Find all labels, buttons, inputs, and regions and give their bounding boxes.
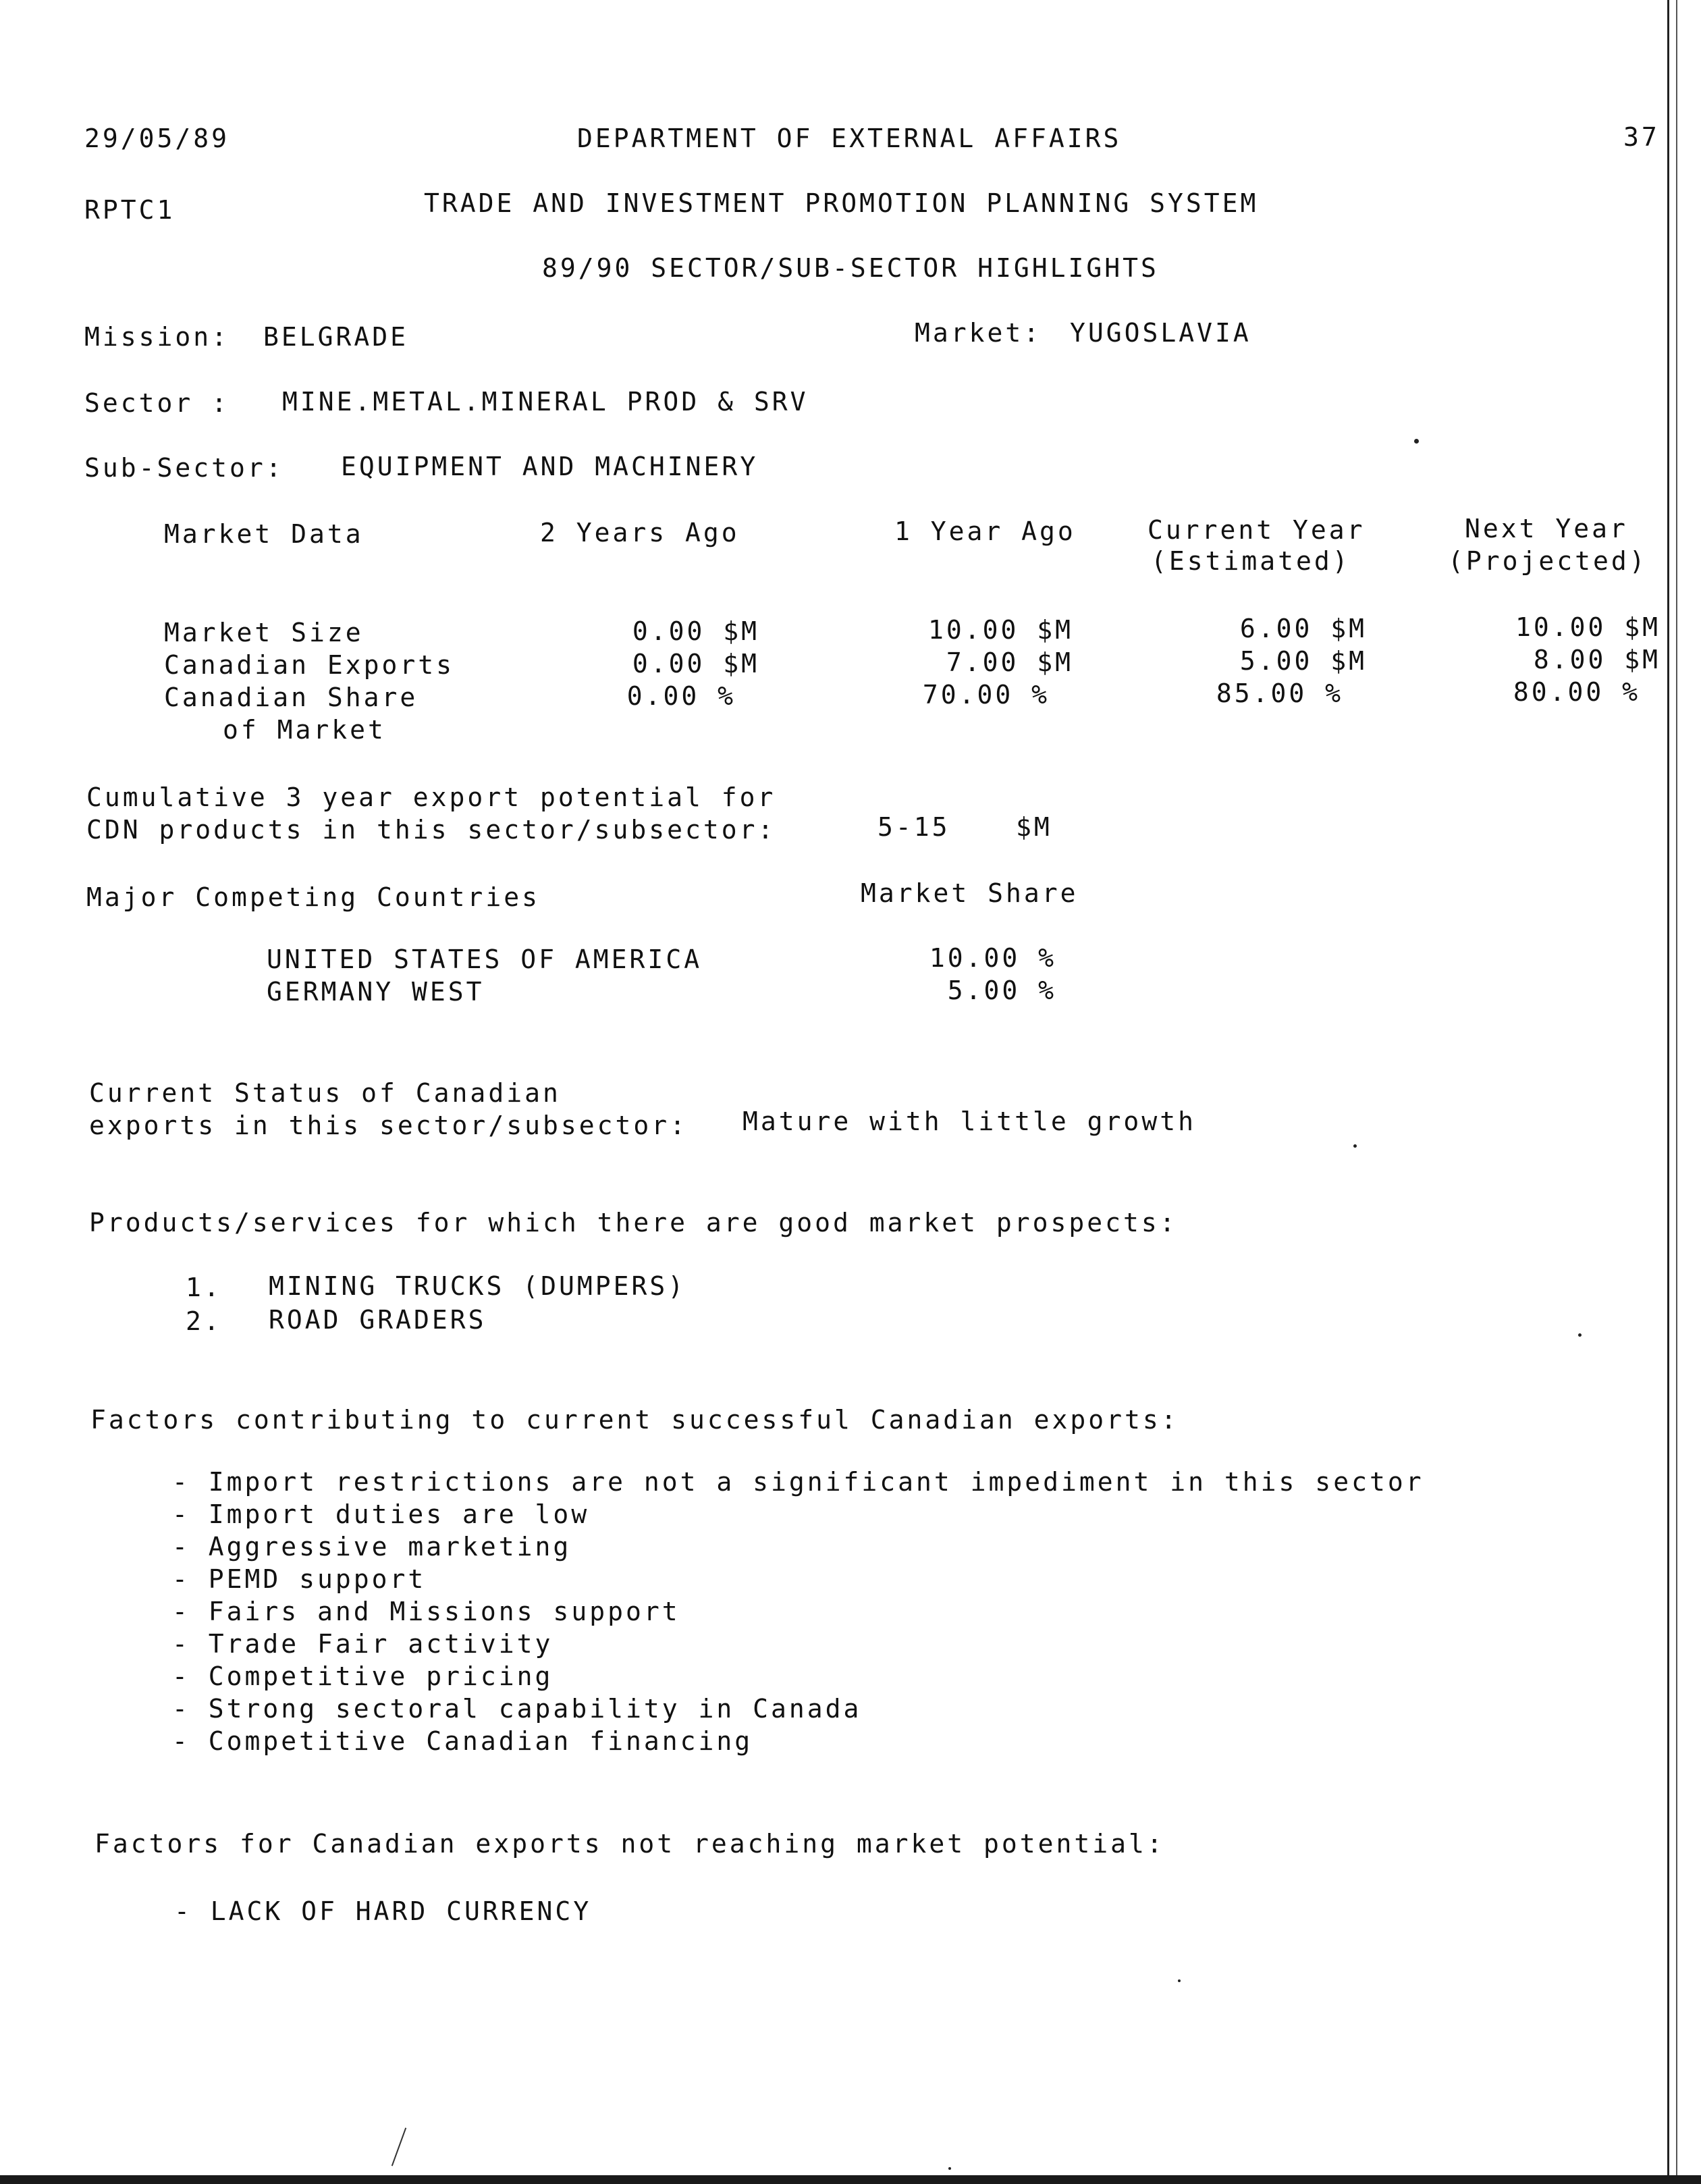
col-header-current-year: Current Year — [1148, 515, 1366, 545]
mission-label: Mission: — [84, 322, 230, 352]
prospect-num-1: 1. — [186, 1273, 222, 1302]
scan-speck — [1353, 1144, 1357, 1148]
status-line-2: exports in this sector/subsector: — [89, 1111, 688, 1140]
barrier-factors-heading: Factors for Canadian exports not reaching market potential: — [94, 1829, 1165, 1859]
cell-exports-cy: 5.00 $M — [1239, 646, 1367, 676]
sector-label: Sector : — [84, 388, 230, 418]
mission-value: BELGRADE — [263, 322, 409, 352]
success-factor-item: - Aggressive marketing — [172, 1532, 572, 1562]
prospect-item-2: ROAD GRADERS — [269, 1305, 487, 1335]
market-label: Market: — [915, 318, 1042, 348]
competitor-share-1: 10.00 % — [929, 943, 1056, 973]
cell-share-2y: 0.00 % — [626, 681, 736, 711]
cell-share-ny: 80.00 % — [1513, 677, 1640, 707]
row-label-canadian-share: Canadian Share — [164, 683, 418, 712]
department-name: DEPARTMENT OF EXTERNAL AFFAIRS — [577, 124, 1122, 153]
scan-scratch — [392, 2127, 406, 2166]
prospect-num-2: 2. — [186, 1306, 222, 1336]
success-factor-item: - Competitive pricing — [172, 1661, 554, 1691]
cell-share-cy: 85.00 % — [1216, 678, 1343, 708]
scan-speck — [1578, 1333, 1582, 1337]
status-line-1: Current Status of Canadian — [89, 1078, 561, 1108]
cell-exports-2y: 0.00 $M — [632, 649, 759, 678]
market-share-heading: Market Share — [861, 878, 1079, 908]
competitors-heading: Major Competing Countries — [86, 882, 540, 912]
cell-market-size-1y: 10.00 $M — [927, 615, 1073, 645]
success-factor-item: - Trade Fair activity — [172, 1629, 554, 1659]
scan-speck — [1178, 1979, 1181, 1982]
col-header-1-year-ago: 1 Year Ago — [894, 516, 1076, 546]
success-factor-item: - PEMD support — [172, 1564, 427, 1594]
subsector-label: Sub-Sector: — [84, 453, 284, 483]
report-subtitle: 89/90 SECTOR/SUB-SECTOR HIGHLIGHTS — [542, 253, 1159, 283]
col-header-next-year: Next Year — [1465, 514, 1628, 543]
report-date: 29/05/89 — [84, 124, 230, 153]
cell-share-1y: 70.00 % — [922, 680, 1050, 710]
status-value: Mature with little growth — [742, 1107, 1196, 1136]
prospect-item-1: MINING TRUCKS (DUMPERS) — [269, 1271, 686, 1301]
cell-market-size-cy: 6.00 $M — [1239, 614, 1367, 643]
page-edge-right — [1667, 0, 1677, 2184]
cell-market-size-ny: 10.00 $M — [1515, 612, 1660, 642]
competitor-country-1: UNITED STATES OF AMERICA — [267, 944, 703, 974]
row-label-market-size: Market Size — [164, 618, 364, 647]
success-factor-item: - Fairs and Missions support — [172, 1597, 680, 1626]
sector-value: MINE.METAL.MINERAL PROD & SRV — [282, 387, 809, 417]
success-factor-item: - Import restrictions are not a significant impediment in this sector — [172, 1467, 1424, 1497]
report-code: RPTC1 — [84, 195, 176, 225]
cumulative-value: 5-15 — [878, 812, 950, 842]
cell-market-size-2y: 0.00 $M — [632, 616, 759, 646]
cumulative-unit: $M — [1016, 812, 1052, 842]
col-header-market-data: Market Data — [164, 519, 364, 549]
success-factor-item: - Import duties are low — [172, 1499, 590, 1529]
cell-exports-ny: 8.00 $M — [1533, 645, 1660, 674]
cumulative-line-2: CDN products in this sector/subsector: — [86, 815, 776, 845]
system-title: TRADE AND INVESTMENT PROMOTION PLANNING SYSTEM — [424, 188, 1259, 218]
competitor-share-2: 5.00 % — [947, 976, 1056, 1005]
market-value: YUGOSLAVIA — [1070, 318, 1251, 348]
col-subheader-projected: (Projected) — [1448, 546, 1648, 576]
barrier-factor-item: - LACK OF HARD CURRENCY — [174, 1896, 592, 1926]
col-subheader-estimated: (Estimated) — [1151, 546, 1351, 576]
prospects-heading: Products/services for which there are good market prospects: — [89, 1208, 1178, 1237]
row-label-canadian-exports: Canadian Exports — [164, 650, 455, 680]
scan-speck — [1414, 439, 1419, 444]
success-factors-heading: Factors contributing to current successful Canadian exports: — [90, 1405, 1179, 1435]
success-factor-item: - Strong sectoral capability in Canada — [172, 1694, 862, 1724]
cell-exports-1y: 7.00 $M — [946, 647, 1073, 677]
row-label-canadian-share-2: of Market — [223, 715, 386, 745]
scan-speck — [948, 2167, 951, 2170]
success-factor-item: - Competitive Canadian financing — [172, 1726, 753, 1756]
cumulative-line-1: Cumulative 3 year export potential for — [86, 782, 776, 812]
page-edge-bottom — [0, 2175, 1701, 2184]
page-number: 37 — [1623, 122, 1660, 152]
subsector-value: EQUIPMENT AND MACHINERY — [341, 452, 759, 481]
col-header-2-years-ago: 2 Years Ago — [540, 518, 740, 548]
competitor-country-2: GERMANY WEST — [267, 977, 485, 1007]
